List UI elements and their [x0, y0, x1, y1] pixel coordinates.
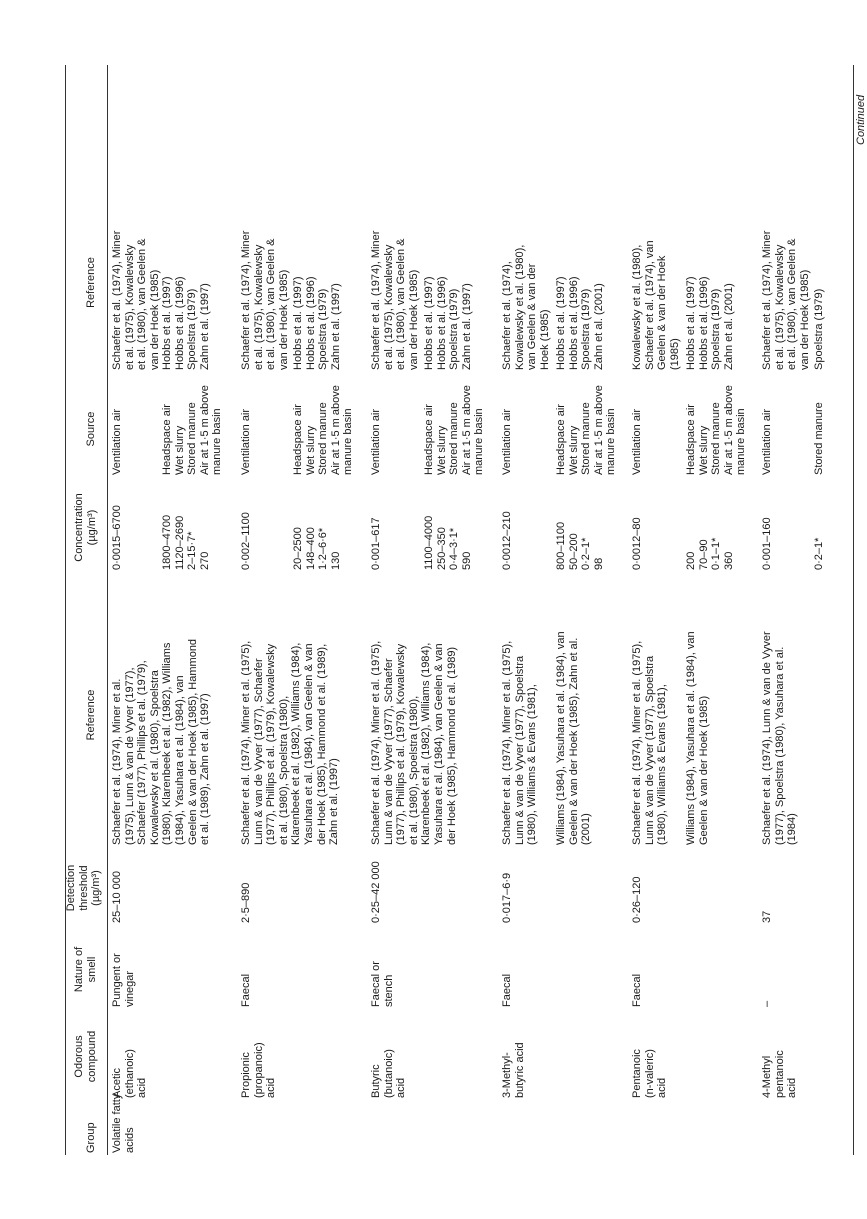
odour-compounds-table: [65, 65, 867, 1155]
concentration-cell: 0·001–617: [370, 517, 382, 570]
concentration-cell: 0·0015–6700: [111, 505, 123, 570]
nature-cell: Faecal: [240, 973, 252, 1007]
source-cell: Headspace air Wet slurry Stored manure Air at 1·5 m above manure basin: [161, 385, 224, 475]
reference-cell: Hobbs et al. (1997) Hobbs et al. (1996) Spoelstra (1979) Zahn et al. (1997): [423, 276, 473, 370]
concentration-cell: 0·001–160: [761, 517, 773, 570]
concentration-cell: 200 70–90 0·1–1* 360: [685, 537, 735, 570]
reference-cell: Spoelstra (1979): [813, 288, 825, 370]
concentration-cell: 1100–4000 250–350 0·4–3·1* 590: [423, 515, 473, 570]
reference-cell: Schaefer et al. (1974), Miner et al. (1975), Kowalewsky et al. (1980), van Geelen & van der Hoek (1985): [111, 230, 161, 370]
concentration-cell: 20–2500 148–400 1·2–6·6* 130: [292, 527, 342, 570]
compound-cell: Acetic (ethanoic) acid: [111, 1049, 149, 1098]
table-top-rule: [65, 65, 66, 1155]
nature-cell: Pungent or vinegar: [111, 953, 136, 1007]
reference-cell: Schaefer et al. (1974), Kowalewsky et al. (1980), van Geelen & van der Hoek (1985): [501, 244, 551, 370]
concentration-cell: 800–1100 50–200 0·2–1* 98: [555, 521, 605, 570]
reference-cell: Schaefer et al. (1974), Miner et al. (1975), Kowalewsky et al. (1980), van Geelen & van der Hoek (1985): [240, 230, 290, 370]
reference-cell: Schaefer et al. (1974), Miner et al. (1975), Lunn & van de Vyver (1977), Spoelstra (1980), Williams & Evans (1981),: [631, 640, 669, 845]
header-concentration: Concentration (µg/m³): [73, 493, 98, 562]
reference-cell: Schaefer et al. (1974), Miner et al. (1975), Lunn & van de Vyver (1977), Schaefer (1977), Phillips et al. (1979), Kowalewsky et al. (1980), Spoelstra (1980), Klarenbeek et al. (1982), Williams (1984), Yasuhara et al. (1984), van Geelen & van der Hoek (1985), Hammond et al. (1989), Zahn et al. (1997): [111, 638, 212, 845]
source-cell: Headspace air Wet slurry Stored manure Air at 1·5 m above manure basin: [423, 385, 486, 475]
reference-cell: Schaefer et al. (1974), Miner et al. (1975), Lunn & van de Vyver (1977), Spoelstra (1980), Williams & Evans (1981),: [501, 640, 539, 845]
reference-cell: Hobbs et al. (1997) Hobbs et al. (1996) Spoelstra (1979) Zahn et al. (2001): [685, 276, 735, 370]
source-cell: Headspace air Wet slurry Stored manure Air at 1·5 m above manure basin: [685, 385, 748, 475]
reference-cell: Schaefer et al. (1974), Miner et al. (1975), Kowalewsky et al. (1980), van Geelen & van der Hoek (1985): [761, 230, 811, 370]
header-group: Group: [85, 1122, 97, 1153]
threshold-cell: 37: [761, 910, 773, 923]
header-source: Source: [85, 411, 97, 447]
nature-cell: –: [761, 1000, 773, 1007]
compound-cell: 4-Methyl pentanoic acid: [761, 1050, 799, 1098]
source-cell: Ventilation air: [111, 408, 123, 475]
threshold-cell: 25–10 000: [111, 871, 123, 923]
header-reference-2: Reference: [85, 257, 97, 308]
threshold-cell: 0·017–6·9: [501, 872, 513, 923]
concentration-cell: 0·002–1100: [240, 512, 252, 570]
reference-cell: Hobbs et al. (1997) Hobbs et al. (1996) Spoelstra (1979) Zahn et al. (1997): [161, 276, 211, 370]
reference-cell: Schaefer et al. (1974), Miner et al. (1975), Kowalewsky et al. (1980), van Geelen & van der Hoek (1985): [370, 230, 420, 370]
threshold-cell: 0·25–42 000: [370, 861, 382, 923]
header-threshold: Detection threshold (µg/m³): [65, 864, 103, 912]
reference-cell: Williams (1984), Yasuhara et al. (1984), van Geelen & van der Hoek (1985), Zahn et al. (2001): [555, 631, 593, 845]
nature-cell: Faecal or stench: [370, 961, 395, 1007]
concentration-cell: 1800–4700 1120–2690 2–15·7* 270: [161, 514, 211, 570]
threshold-cell: 2·5–890: [240, 882, 252, 923]
header-nature: Nature of smell: [73, 946, 98, 993]
reference-cell: Schaefer et al. (1974), Lunn & van de Vyver (1977), Spoelstra (1980), Yasuhara et al. (1984): [761, 631, 799, 845]
reference-cell: Kowalewsky et al. (1980), Schaefer et al. (1974), van Geelen & van der Hoek (1985): [631, 240, 681, 370]
source-cell: Headspace air Wet slurry Stored manure Air at 1·5 m above manure basin: [555, 385, 618, 475]
group-cell: Volatile fatty acids: [111, 1093, 136, 1153]
concentration-cell: 0·0012–80: [631, 517, 643, 570]
compound-cell: Butyric (butanoic) acid: [370, 1049, 408, 1098]
reference-cell: Schaefer et al. (1974), Miner et al. (1975), Lunn & van de Vyver (1977), Schaefer (1977), Phillips et al. (1979), Kowalewsky et al. (1980), Spoelstra (1980), Klarenbeek et al. (1982), Williams (1984), Yasuhara et al. (1984), van Geelen & van der Hoek (1985), Hammond et al. (1989): [370, 640, 458, 845]
source-cell: Ventilation air: [761, 408, 773, 475]
reference-cell: Hobbs et al. (1997) Hobbs et al. (1996) Spoelstra (1979) Zahn et al. (1997): [292, 276, 342, 370]
concentration-cell: 0·2–1*: [813, 537, 825, 570]
source-cell: Stored manure: [813, 402, 825, 475]
compound-cell: Pentanoic (n-valeric) acid: [631, 1049, 669, 1098]
source-cell: Headspace air Wet slurry Stored manure Air at 1·5 m above manure basin: [292, 385, 355, 475]
source-cell: Ventilation air: [631, 408, 643, 475]
concentration-cell: 0·0012–210: [501, 511, 513, 570]
table-bottom-rule: [853, 65, 854, 1155]
source-cell: Ventilation air: [240, 408, 252, 475]
reference-cell: Hobbs et al. (1997) Hobbs et al. (1996) Spoelstra (1979) Zahn et al. (2001): [555, 276, 605, 370]
reference-cell: Williams (1984), Yasuhara et al. (1984), van Geelen & van der Hoek (1985): [685, 631, 710, 845]
threshold-cell: 0·26–120: [631, 876, 643, 923]
source-cell: Ventilation air: [370, 408, 382, 475]
header-bottom-rule: [107, 65, 108, 1155]
compound-cell: Propionic (propanoic) acid: [240, 1042, 278, 1098]
header-compound: Odorous compound: [73, 1030, 98, 1083]
nature-cell: Faecal: [631, 973, 643, 1007]
nature-cell: Faecal: [501, 973, 513, 1007]
reference-cell: Schaefer et al. (1974), Miner et al. (1975), Lunn & van de Vyver (1977), Schaefer (1977), Phillips et al. (1979), Kowalewsky et al. (1980), Spoelstra (1980), Klarenbeek et al. (1982), Williams (1984), Yasuhara et al. (1984), van Geelen & van der Hoek (1985), Hammond et al. (1989), Zahn et al. (1997): [240, 640, 341, 845]
header-reference-1: Reference: [85, 689, 97, 741]
rotated-table-container: [65, 65, 867, 1155]
compound-cell: 3-Methyl- butyric acid: [501, 1042, 526, 1098]
source-cell: Ventilation air: [501, 408, 513, 475]
continued-note: Continued: [855, 94, 867, 145]
